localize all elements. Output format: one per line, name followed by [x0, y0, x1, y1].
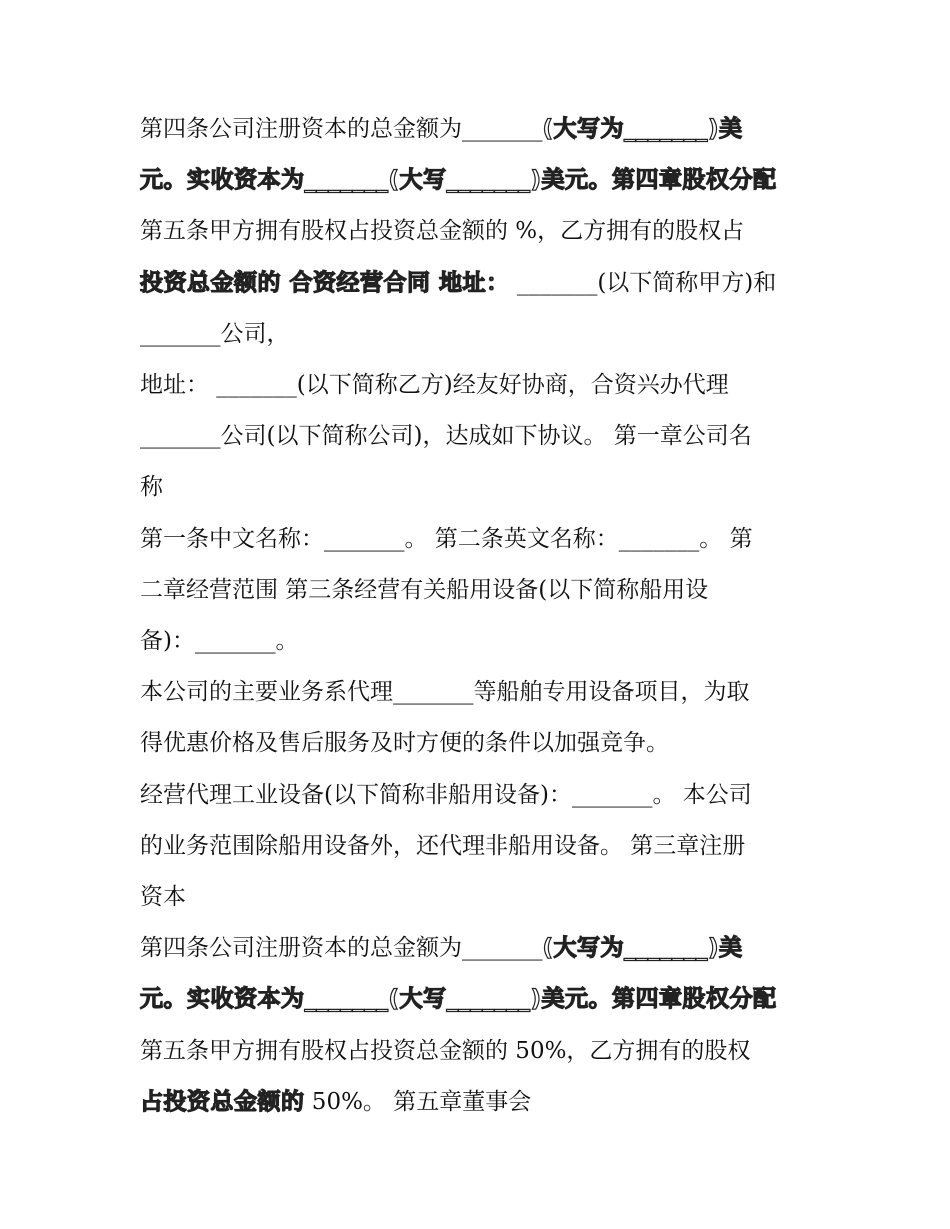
text-line	[140, 524, 753, 554]
text-line	[140, 831, 745, 861]
text-segment: 第五条甲方拥有股权占投资总金额的 50%，乙方拥有的股权	[140, 1038, 751, 1064]
text-segment: _______公司(以下简称公司)，达成如下协议。 第一章公司名	[140, 423, 752, 449]
outlined-text-segment: 元。实收资本为_______	[140, 167, 389, 193]
text-line	[140, 216, 744, 246]
outlined-text-segment: (大写为_______)美	[542, 116, 743, 142]
outlined-text-segment: 元。实收资本为_______	[140, 986, 389, 1012]
outlined-text-segment: (大写为_______)美	[542, 935, 743, 961]
text-segment: _______公司，	[140, 321, 290, 347]
text-segment: 称	[140, 474, 163, 500]
text-line	[140, 984, 777, 1014]
outlined-text-segment: 投资总金额的 合资经营合同 地址：	[140, 270, 510, 296]
text-segment: 经营代理工业设备(以下简称非船用设备)：_______。 本公司	[140, 782, 752, 808]
text-segment: 50%。 第五章董事会	[304, 1089, 532, 1115]
text-segment: 本公司的主要业务系代理_______等船舶专用设备项目，为取	[140, 679, 750, 705]
text-line	[140, 933, 743, 963]
text-line	[140, 626, 298, 656]
text-segment: 备)：_______。	[140, 628, 299, 654]
text-line	[140, 882, 186, 912]
text-line	[140, 165, 777, 195]
text-line	[140, 268, 776, 298]
text-segment: 地址： _______(以下简称乙方)经友好协商，合资兴办代理	[140, 372, 729, 398]
text-line	[140, 677, 750, 707]
text-segment: 二章经营范围 第三条经营有关船用设备(以下简称船用设	[140, 577, 709, 603]
text-segment: 得优惠价格及售后服务及时方便的条件以加强竞争。	[140, 730, 669, 756]
text-segment: 的业务范围除船用设备外，还代理非船用设备。 第三章注册	[140, 833, 746, 859]
text-segment: _______(以下简称甲方)和	[509, 270, 777, 296]
text-line	[140, 421, 752, 451]
text-line	[140, 370, 729, 400]
outlined-text-segment: (大写_______)美元。第四章股权分配	[388, 167, 777, 193]
text-segment: 第一条中文名称：_______。 第二条英文名称：_______。 第	[140, 526, 753, 552]
text-line	[140, 472, 163, 502]
text-line	[140, 728, 669, 758]
outlined-text-segment: 占投资总金额的	[140, 1089, 305, 1115]
text-line	[140, 319, 290, 349]
text-line	[140, 780, 752, 810]
text-segment: 资本	[140, 884, 186, 910]
text-line	[140, 575, 708, 605]
text-segment: 第四条公司注册资本的总金额为_______	[140, 116, 543, 142]
outlined-text-segment: (大写_______)美元。第四章股权分配	[388, 986, 777, 1012]
text-segment: 第四条公司注册资本的总金额为_______	[140, 935, 543, 961]
text-line	[140, 114, 743, 144]
text-segment: 第五条甲方拥有股权占投资总金额的 %，乙方拥有的股权占	[140, 218, 745, 244]
text-line	[140, 1087, 531, 1117]
text-line	[140, 1036, 750, 1066]
